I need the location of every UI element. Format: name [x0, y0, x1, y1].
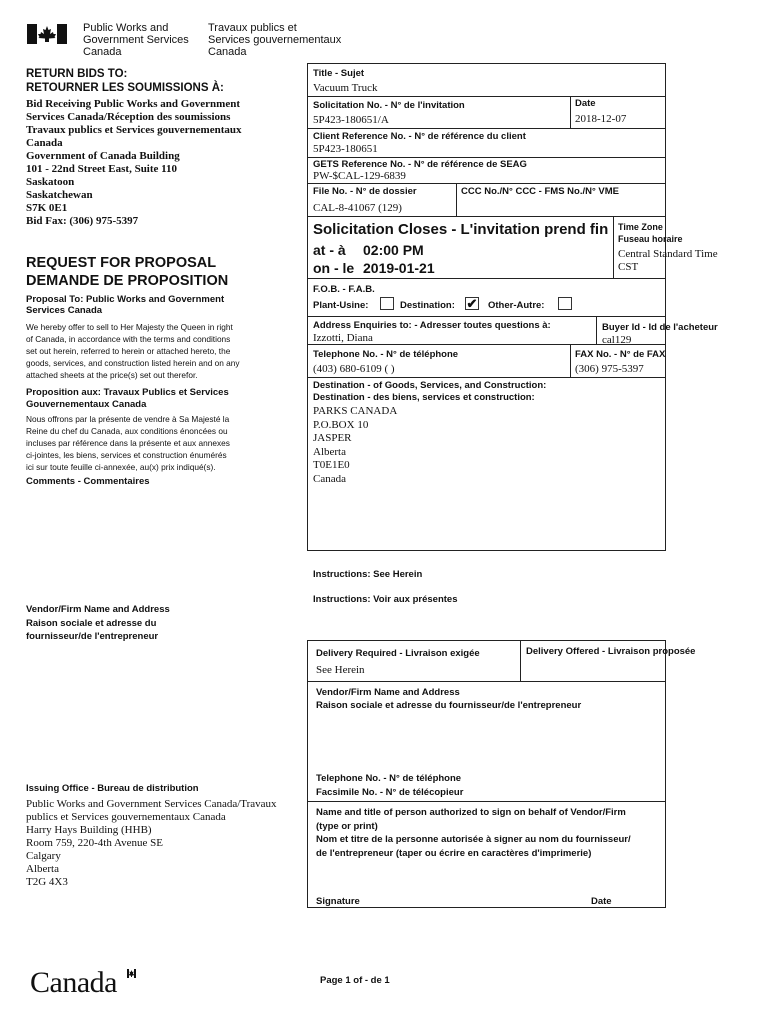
address-enquiries-label: Address Enquiries to: - Adresser toutes questions à:: [313, 320, 551, 331]
time-zone-value: Central Standard Time CST: [618, 248, 718, 273]
destination-goods-label: Destination - of Goods, Services, and Construction: Destination - des biens, services et construction:: [313, 380, 547, 403]
delivery-required-label: Delivery Required - Livraison exigée: [316, 648, 480, 659]
page-number: Page 1 of - de 1: [320, 975, 390, 986]
ccc-number-label: CCC No./N° CCC - FMS No./N° VME: [461, 186, 620, 197]
instructions-en: Instructions: See Herein: [313, 569, 423, 580]
solicitation-value: 5P423-180651/A: [313, 114, 389, 126]
telephone-value: (403) 680-6109 ( ): [313, 363, 395, 375]
canada-wordmark: Canada: [30, 966, 117, 999]
other-label: Other-Autre:: [488, 300, 545, 311]
department-name-en: Public Works and Government Services Canada: [83, 22, 189, 58]
solicitation-details-box: [307, 63, 718, 551]
delivery-required-value: See Herein: [316, 664, 365, 676]
date-value: 2018-12-07: [575, 113, 627, 125]
vendor-phone-label: Telephone No. - N° de téléphone Facsimile No. - N° de télécopieur: [316, 773, 464, 798]
date-label: Date: [575, 98, 596, 109]
vendor-response-box: [307, 640, 696, 908]
destination-label: Destination:: [400, 300, 455, 311]
file-number-label: File No. - N° de dossier: [313, 186, 417, 197]
proposal-fr-text: Nous offrons par la présente de vendre à Sa Majesté la Reine du chef du Canada, aux conditions énoncées ou incluses par référence dans la présente et aux annexes ci-jointes, les biens, services et construction énumérés ici sur toute feuille ci-annexée, au(x) prix indiqué(s).: [26, 414, 230, 472]
canada-flag-icon: [27, 24, 67, 44]
signature-date-label: Date: [591, 896, 612, 907]
vendor-address-label: Vendor/Firm Name and Address Raison sociale et adresse du fournisseur/de l'entrepreneur: [26, 604, 170, 642]
vendor-firm-label: Vendor/Firm Name and Address Raison sociale et adresse du fournisseur/de l'entrepreneur: [316, 687, 582, 711]
proposal-fr-heading: Proposition aux: Travaux Publics et Services Gouvernementaux Canada: [26, 387, 229, 410]
gets-reference-value: PW-$CAL-129-6839: [313, 170, 406, 182]
rfp-title: REQUEST FOR PROPOSAL DEMANDE DE PROPOSITION: [26, 255, 229, 289]
closes-at-label: at - à: [313, 242, 346, 258]
delivery-offered-label: Delivery Offered - Livraison proposée: [526, 646, 696, 657]
other-checkbox[interactable]: [558, 297, 572, 310]
buyer-id-value: cal129: [602, 334, 632, 346]
proposal-en-text: We hereby offer to sell to Her Majesty the Queen in right of Canada, in accordance with the terms and conditions set out herein, referred to herein or attached hereto, the goods, services, and construction listed herein and on any attached sheets at the price(s) set out therefor.: [26, 322, 240, 380]
comments-label: Comments - Commentaires: [26, 476, 150, 487]
fax-value: (306) 975-5397: [575, 363, 644, 375]
solicitation-closes-label: Solicitation Closes - L'invitation prend fin: [313, 221, 609, 238]
fob-label: F.O.B. - F.A.B.: [313, 284, 375, 295]
fax-label: FAX No. - N° de FAX: [575, 349, 666, 360]
client-reference-label: Client Reference No. - N° de référence du client: [313, 131, 526, 142]
wordmark-flag-icon: [127, 969, 136, 978]
address-enquiries-value: Izzotti, Diana: [313, 332, 373, 344]
issuing-office-address: Public Works and Government Services Canada/Travaux publics et Services gouvernementaux Canada Harry Hays Building (HHB) Room 759, 220-4th Avenue SE Calgary Alberta T2G 4X3: [26, 798, 277, 888]
destination-goods-value: PARKS CANADA P.O.BOX 10 JASPER Alberta T0E1E0 Canada: [313, 405, 398, 485]
return-bids-title: RETURN BIDS TO: RETOURNER LES SOUMISSIONS À:: [26, 68, 224, 94]
authorized-person-field[interactable]: [316, 866, 656, 891]
solicitation-label: Solicitation No. - N° de l'invitation: [313, 100, 465, 111]
return-address: Bid Receiving Public Works and Government Services Canada/Réception des soumissions Travaux publics et Services gouvernementaux Canada Government of Canada Building 101 - 22nd Street East, Suite 110 Saskatoon Saskatchewan S7K 0E1 Bid Fax: (306) 975-5397: [26, 98, 242, 227]
instructions-fr: Instructions: Voir aux présentes: [313, 594, 458, 605]
signature-label: Signature: [316, 896, 360, 907]
proposal-en-heading: Proposal To: Public Works and Government Services Canada: [26, 294, 225, 316]
authorized-person-label: Name and title of person authorized to sign on behalf of Vendor/Firm (type or print) Nom et titre de la personne autorisée à signer au nom du fournisseur/ de l'entrepreneur (taper ou écrire en caractères d'imprimerie): [316, 807, 631, 859]
title-value: Vacuum Truck: [313, 82, 378, 94]
vendor-firm-field[interactable]: [316, 701, 656, 761]
closes-date-value: 2019-01-21: [363, 260, 435, 276]
issuing-office-label: Issuing Office - Bureau de distribution: [26, 783, 199, 794]
destination-checkbox[interactable]: ✔: [466, 296, 478, 311]
closes-on-label: on - le: [313, 260, 355, 276]
telephone-label: Telephone No. - N° de téléphone: [313, 349, 459, 360]
gets-reference-label: GETS Reference No. - N° de référence de SEAG: [313, 159, 527, 170]
department-name-fr: Travaux publics et Services gouvernementaux Canada: [208, 22, 342, 58]
plant-label: Plant-Usine:: [313, 300, 369, 311]
file-number-value: CAL-8-41067 (129): [313, 202, 402, 214]
title-label: Title - Sujet: [313, 68, 365, 79]
plant-checkbox[interactable]: [380, 297, 394, 310]
closes-time-value: 02:00 PM: [363, 242, 424, 258]
buyer-id-label: Buyer Id - Id de l'acheteur: [602, 322, 718, 333]
client-reference-value: 5P423-180651: [313, 143, 378, 155]
time-zone-label: Time Zone Fuseau horaire: [618, 222, 683, 244]
